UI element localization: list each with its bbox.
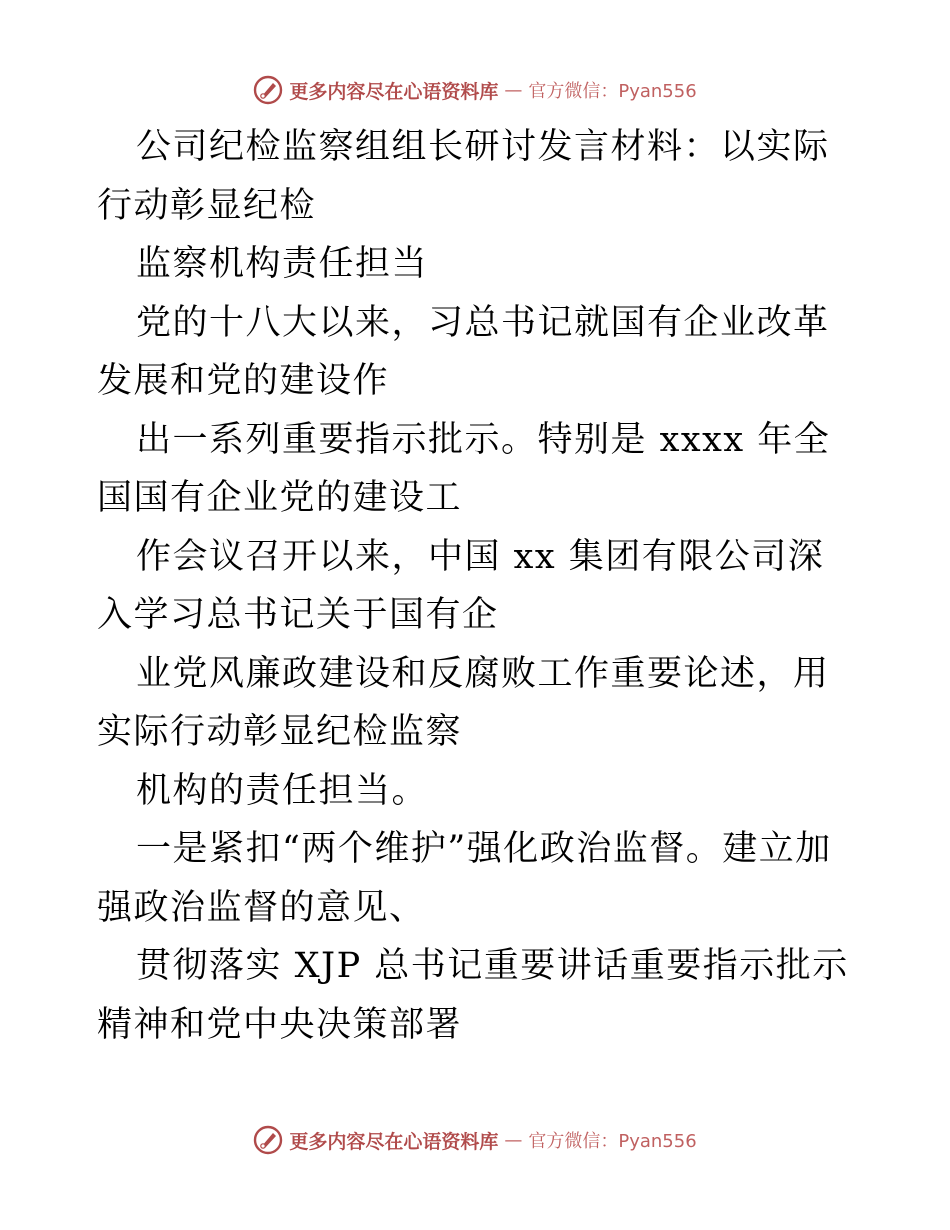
document-body [97, 118, 857, 1054]
logo-icon [253, 1125, 283, 1155]
watermark-sub-text: 官方微信：Pyan556 [528, 1131, 697, 1152]
paragraph: 作会议召开以来，中国 xx 集团有限公司深入学习总书记关于国有企 [97, 536, 825, 635]
paragraph: 贯彻落实 XJP 总书记重要讲话重要指示批示精神和党中央决策部署 [97, 946, 849, 1045]
title-line-1: 公司纪检监察组组长研讨发言材料：以实际行动彰显纪检 [97, 127, 830, 226]
watermark-main-text: 更多内容尽在心语资料库 [289, 80, 499, 103]
paragraph: 业党风廉政建设和反腐败工作重要论述，用实际行动彰显纪检监察 [97, 653, 830, 752]
footer-watermark [0, 1120, 950, 1160]
logo-icon [253, 75, 283, 105]
paragraph: 出一系列重要指示批示。特别是 xxxx 年全国国有企业党的建设工 [97, 419, 831, 518]
watermark-dash: — [504, 1129, 523, 1151]
watermark-sub-text: 官方微信：Pyan556 [528, 81, 697, 102]
watermark-main-text: 更多内容尽在心语资料库 [289, 1130, 499, 1153]
paragraph: 一是紧扣“两个维护”强化政治监督。建立加强政治监督的意见、 [97, 829, 832, 928]
paragraph: 机构的责任担当。 [136, 770, 429, 811]
paragraph: 党的十八大以来，习总书记就国有企业改革发展和党的建设作 [97, 302, 830, 401]
title-line-2: 监察机构责任担当 [136, 244, 429, 284]
header-watermark [0, 70, 950, 110]
watermark-dash: — [504, 79, 523, 101]
